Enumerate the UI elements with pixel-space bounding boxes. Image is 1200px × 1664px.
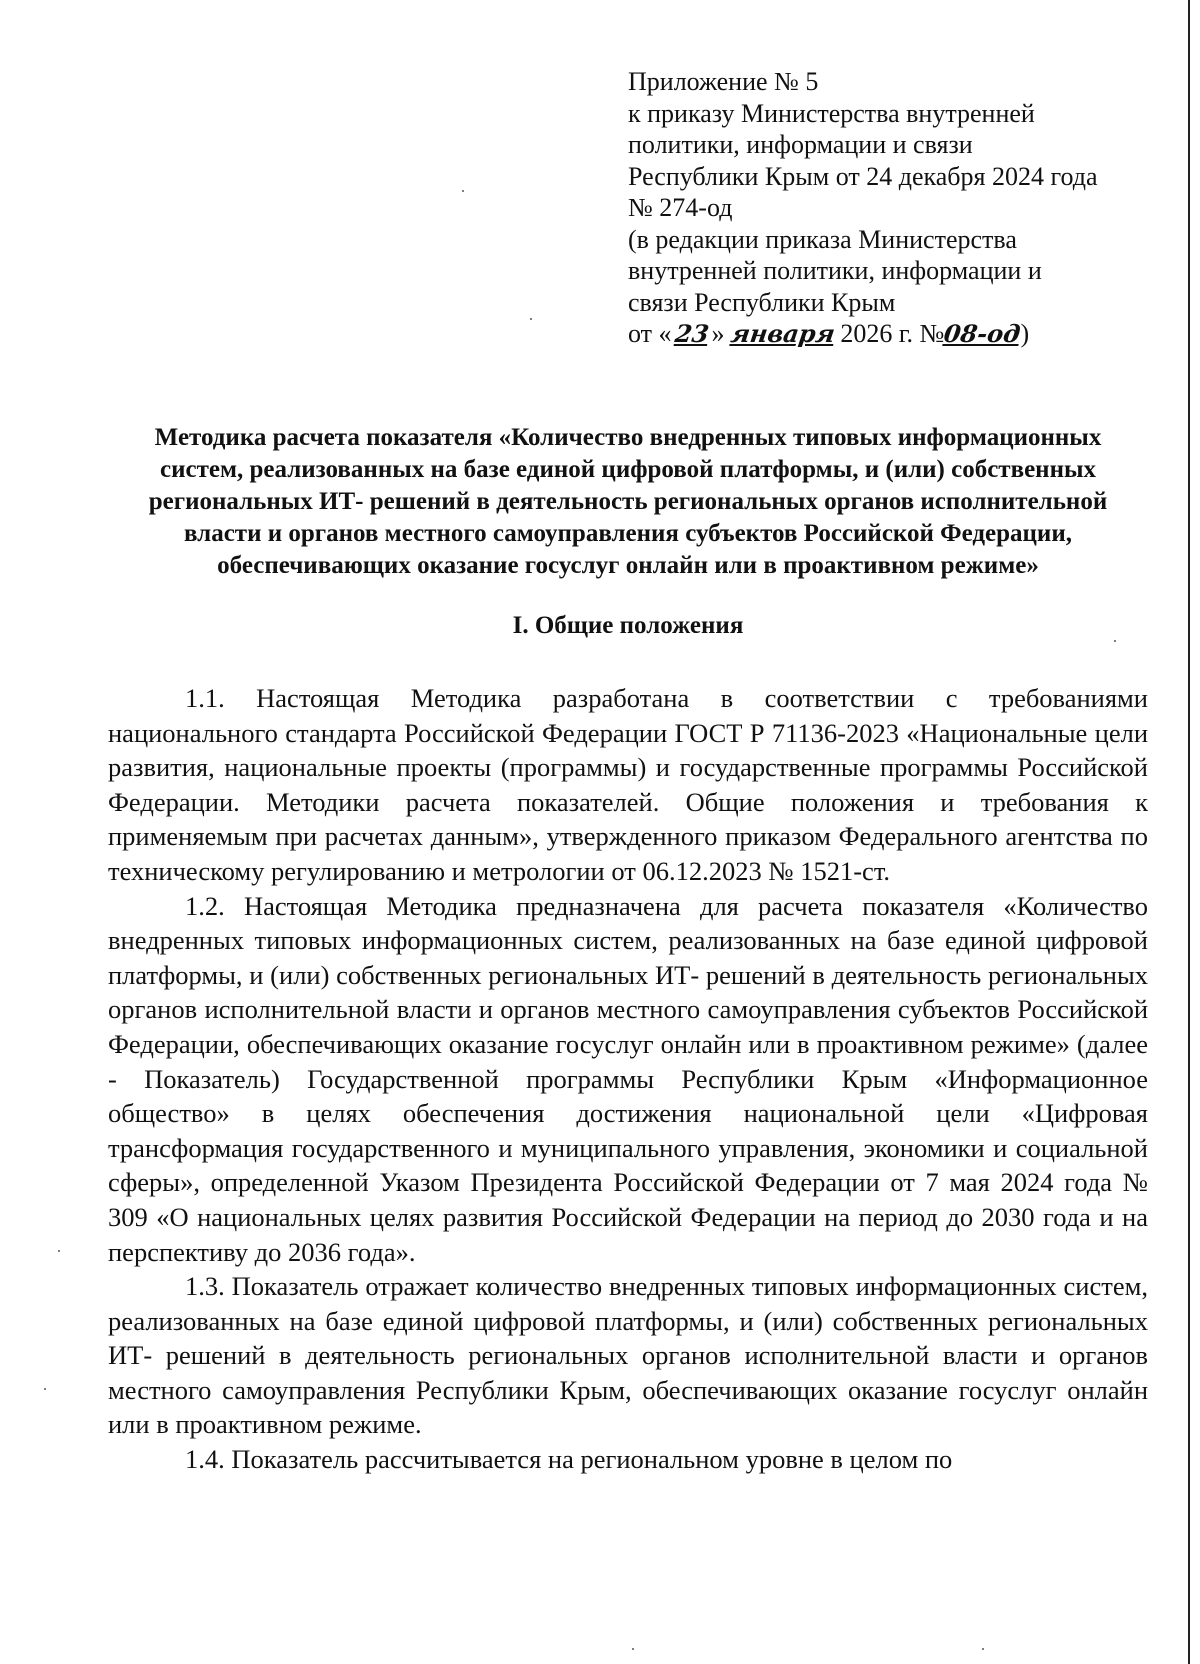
annex-date-line (628, 318, 1148, 350)
title-line-5: обеспечивающих оказание госуслуг онлайн или в проактивном режиме» (217, 552, 1039, 579)
title-line-3: региональных ИТ- решений в деятельность региональных органов исполнительной (148, 488, 1108, 515)
date-prefix: от « (628, 319, 672, 348)
annex-line-1: Приложение № 5 (628, 67, 819, 96)
handwritten-number: 08-од (942, 319, 1023, 348)
date-suffix: ) (1020, 319, 1030, 348)
title-line-2: систем, реализованных на базе единой цифровой платформы, и (или) собственных (159, 456, 1097, 483)
scan-speck (982, 1648, 984, 1650)
paragraph-1-1: 1.1. Настоящая Методика разработана в соответствии с требованиями национального стандарта Российской Федерации ГОСТ Р 71136-2023 «Национальные цели развития, национальные проекты (программы) и государственные программы Российской Федерации. Методики расчета показателей. Общие положения и требования к применяемым при расчетах данным», утвержденного приказом Федерального агентства по техническому регулированию и метрологии от 06.12.2023 № 1521-ст. (108, 683, 1148, 886)
annex-line-3: политики, информации и связи (628, 130, 973, 159)
annex-line-5: № 274-од (628, 193, 733, 222)
scan-speck (44, 1388, 46, 1390)
scan-speck (530, 318, 532, 320)
scan-speck (58, 1250, 60, 1252)
section-heading: I. Общие положения (512, 612, 744, 639)
handwritten-day: 23 (672, 319, 711, 348)
handwritten-month: января (728, 319, 837, 348)
paragraph-1-3: 1.3. Показатель отражает количество внедренных типовых информационных систем, реализованных на базе единой цифровой платформы, и (или) собственных региональных ИТ- решений в деятельность региональных органов исполнительной власти и органов местного самоуправления Республики Крым, обеспечивающих оказание госуслуг онлайн или в проактивном режиме. (108, 1271, 1148, 1440)
scan-speck (462, 190, 464, 192)
scan-edge-line (1188, 0, 1190, 1664)
annex-line-8: связи Республики Крым (628, 287, 896, 317)
annex-line-2: к приказу Министерства внутренней (628, 98, 1035, 128)
title-line-1: Методика расчета показателя «Количество внедренных типовых информационных (154, 424, 1102, 451)
title-line-4: власти и органов местного самоуправления субъектов Российской Федерации, (184, 520, 1072, 547)
document-title (108, 422, 1148, 582)
annex-header (628, 66, 1148, 350)
scan-speck (632, 1648, 634, 1650)
paragraph-1-4: 1.4. Показатель рассчитывается на региональном уровне в целом по (185, 1444, 953, 1475)
paragraph-1-2: 1.2. Настоящая Методика предназначена для расчета показателя «Количество внедренных типовых информационных систем, реализованных на базе единой цифровой платформы, и (или) собственных региональных ИТ- решений в деятельность региональных органов исполнительной власти и органов местного самоуправления субъектов Российской Федерации, обеспечивающих оказание госуслуг онлайн или в проактивном режиме» (далее - Показатель) Государственной программы Республики Крым «Информационное общество» в целях обеспечения достижения национальной цели «Цифровая трансформация государственного и муниципального управления, экономики и социальной сферы», определенной Указом Президента Российской Федерации от 7 мая 2024 года № 309 «О национальных целях развития Российской Федерации на период до 2030 года и на перспективу до 2036 года». (108, 890, 1148, 1267)
date-mid: » (711, 319, 725, 348)
scan-speck (1114, 640, 1116, 642)
annex-line-4: Республики Крым от 24 декабря 2024 года (628, 161, 1098, 191)
date-year: 2026 г. № (840, 319, 945, 348)
annex-line-6: (в редакции приказа Министерства (628, 224, 1017, 254)
annex-line-7: внутренней политики, информации и (628, 256, 1042, 285)
document-body (108, 681, 1148, 1477)
